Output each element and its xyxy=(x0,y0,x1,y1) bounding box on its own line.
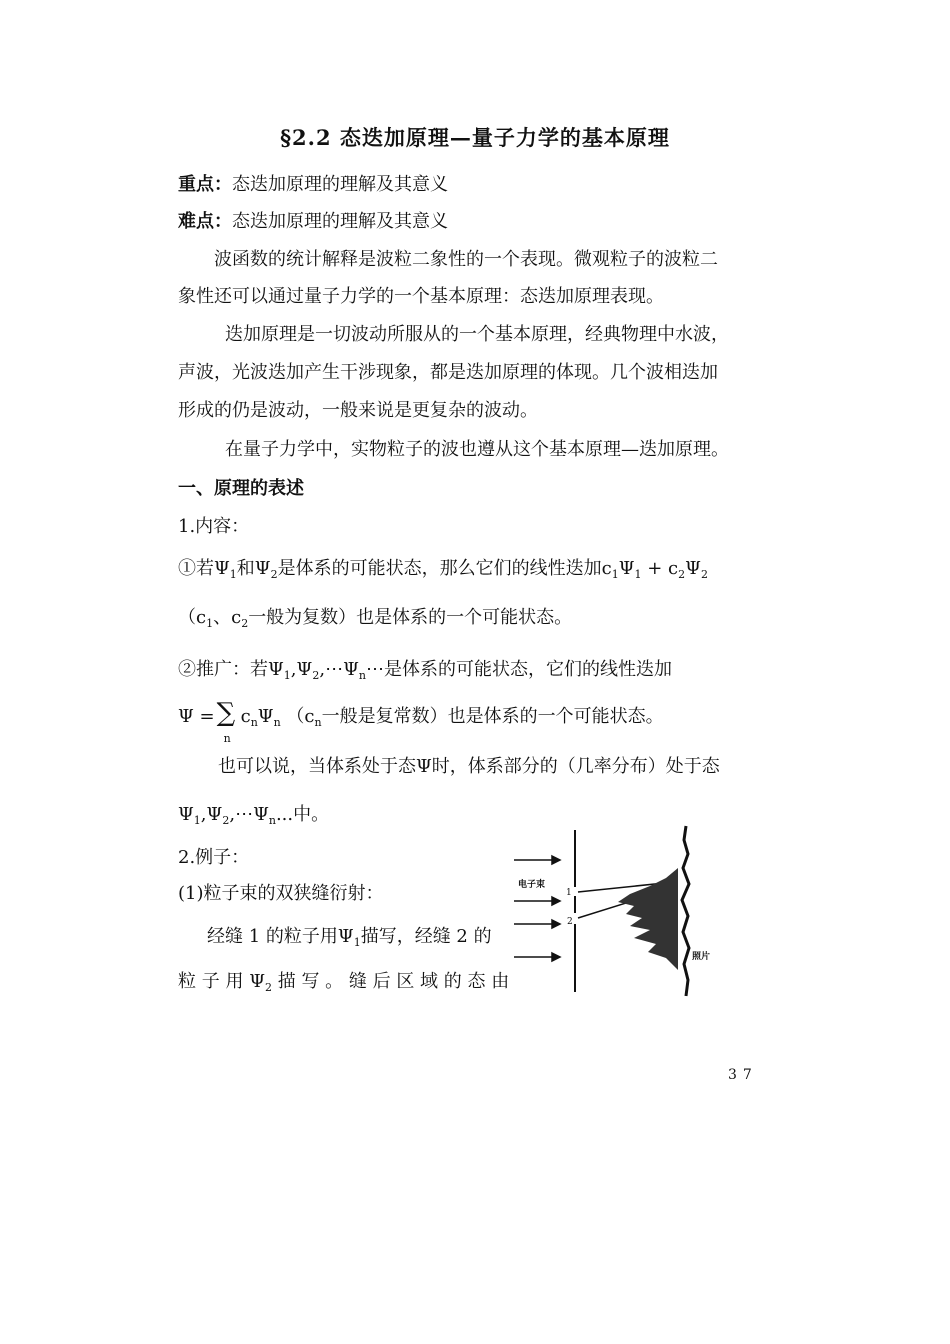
para1-line2: 象性还可以通过量子力学的一个基本原理：态迭加原理表现。 xyxy=(178,286,664,307)
psi2-symbol: $\Psi_2$ xyxy=(254,558,278,581)
difficulty-line xyxy=(178,210,448,234)
double-slit-diagram xyxy=(506,820,716,1000)
para1-line1: 波函数的统计解释是波粒二象性的一个表现。微观粒子的波粒二 xyxy=(214,249,718,270)
s1-and: 和 xyxy=(236,558,255,579)
difficulty-text: 态迭加原理的理解及其意义 xyxy=(232,211,448,232)
coefficients: $c_1$、$c_2$ xyxy=(196,607,249,630)
key-point-text: 态迭加原理的理解及其意义 xyxy=(232,174,448,195)
states-sequence: $\Psi_1,\Psi_2,\cdots\Psi_n\cdots$ xyxy=(268,659,384,682)
slit-1-label: 1 xyxy=(566,888,572,898)
key-point-label: 重点： xyxy=(178,174,232,195)
para2-line2: 声波，光波迭加产生干涉现象，都是迭加原理的体现。几个波相迭加 xyxy=(178,362,718,383)
item1-heading: 1.内容： xyxy=(178,516,250,537)
para4-line1: 也可以说，当体系处于态Ψ时，体系部分的（几率分布）处于态 xyxy=(218,756,720,777)
slit-2-label: 2 xyxy=(567,917,573,927)
difficulty-label: 难点： xyxy=(178,211,232,232)
key-point-line xyxy=(178,173,448,197)
para2-line3: 形成的仍是波动，一般来说是更复杂的波动。 xyxy=(178,400,538,421)
sum-symbol: ∑ xyxy=(216,698,236,728)
statement1-line1 xyxy=(178,557,708,581)
para5-line1: 经缝 1 的粒子用$\Psi_1$描写，经缝 2 的 xyxy=(207,926,492,949)
item2-heading: 2.例子： xyxy=(178,847,250,868)
section-heading: 一、原理的表述 xyxy=(178,478,304,499)
beam-label: 电子束 xyxy=(518,880,546,890)
statement2-line2: Ψ = ∑ n $c_n\Psi_n$ （$c_n$一般是复常数）也是体系的一个可能状态。 xyxy=(178,698,664,745)
para3: 在量子力学中，实物粒子的波也遵从这个基本原理—迭加原理。 xyxy=(225,439,729,460)
intensity-pattern xyxy=(618,868,678,970)
s2-mid: 是体系的可能状态，它们的线性迭加 xyxy=(383,659,672,680)
page-title: §2.2 态迭加原理—量子力学的基本原理 xyxy=(280,125,670,150)
para5-line2: 粒 子 用 $\Psi_2$ 描 写 。 缝 后 区 域 的 态 由 xyxy=(178,971,510,994)
statement1-line2: （$c_1$、$c_2$一般为复数）也是体系的一个可能状态。 xyxy=(178,607,573,630)
states-list: $\Psi_1,\Psi_2,\cdots\Psi_n$... xyxy=(178,804,294,827)
example1-heading: (1)粒子束的双狭缝衍射： xyxy=(178,883,384,904)
linear-combination-formula: $c_1\Psi_1 + c_2\Psi_2$ xyxy=(601,558,708,581)
psi1-symbol: $\Psi_1$ xyxy=(214,558,237,581)
page-number: 37 xyxy=(728,1067,758,1083)
superposition-formula: Ψ = ∑ n $c_n\Psi_n$ xyxy=(178,698,281,745)
para2-line1: 迭加原理是一切波动所服从的一个基本原理，经典物理中水波， xyxy=(225,324,729,345)
para4-line2: $\Psi_1,\Psi_2,\cdots\Psi_n$...中。 xyxy=(178,804,330,827)
film-label: 照片 xyxy=(692,952,711,962)
s1-prefix: ①若 xyxy=(178,558,214,579)
s1-mid: 是体系的可能状态，那么它们的线性迭加 xyxy=(277,558,602,579)
incoming-wave-arrows xyxy=(514,856,560,961)
statement2-line1 xyxy=(178,658,672,682)
photo-film xyxy=(682,826,689,996)
s2-prefix: ②推广：若 xyxy=(178,659,268,680)
